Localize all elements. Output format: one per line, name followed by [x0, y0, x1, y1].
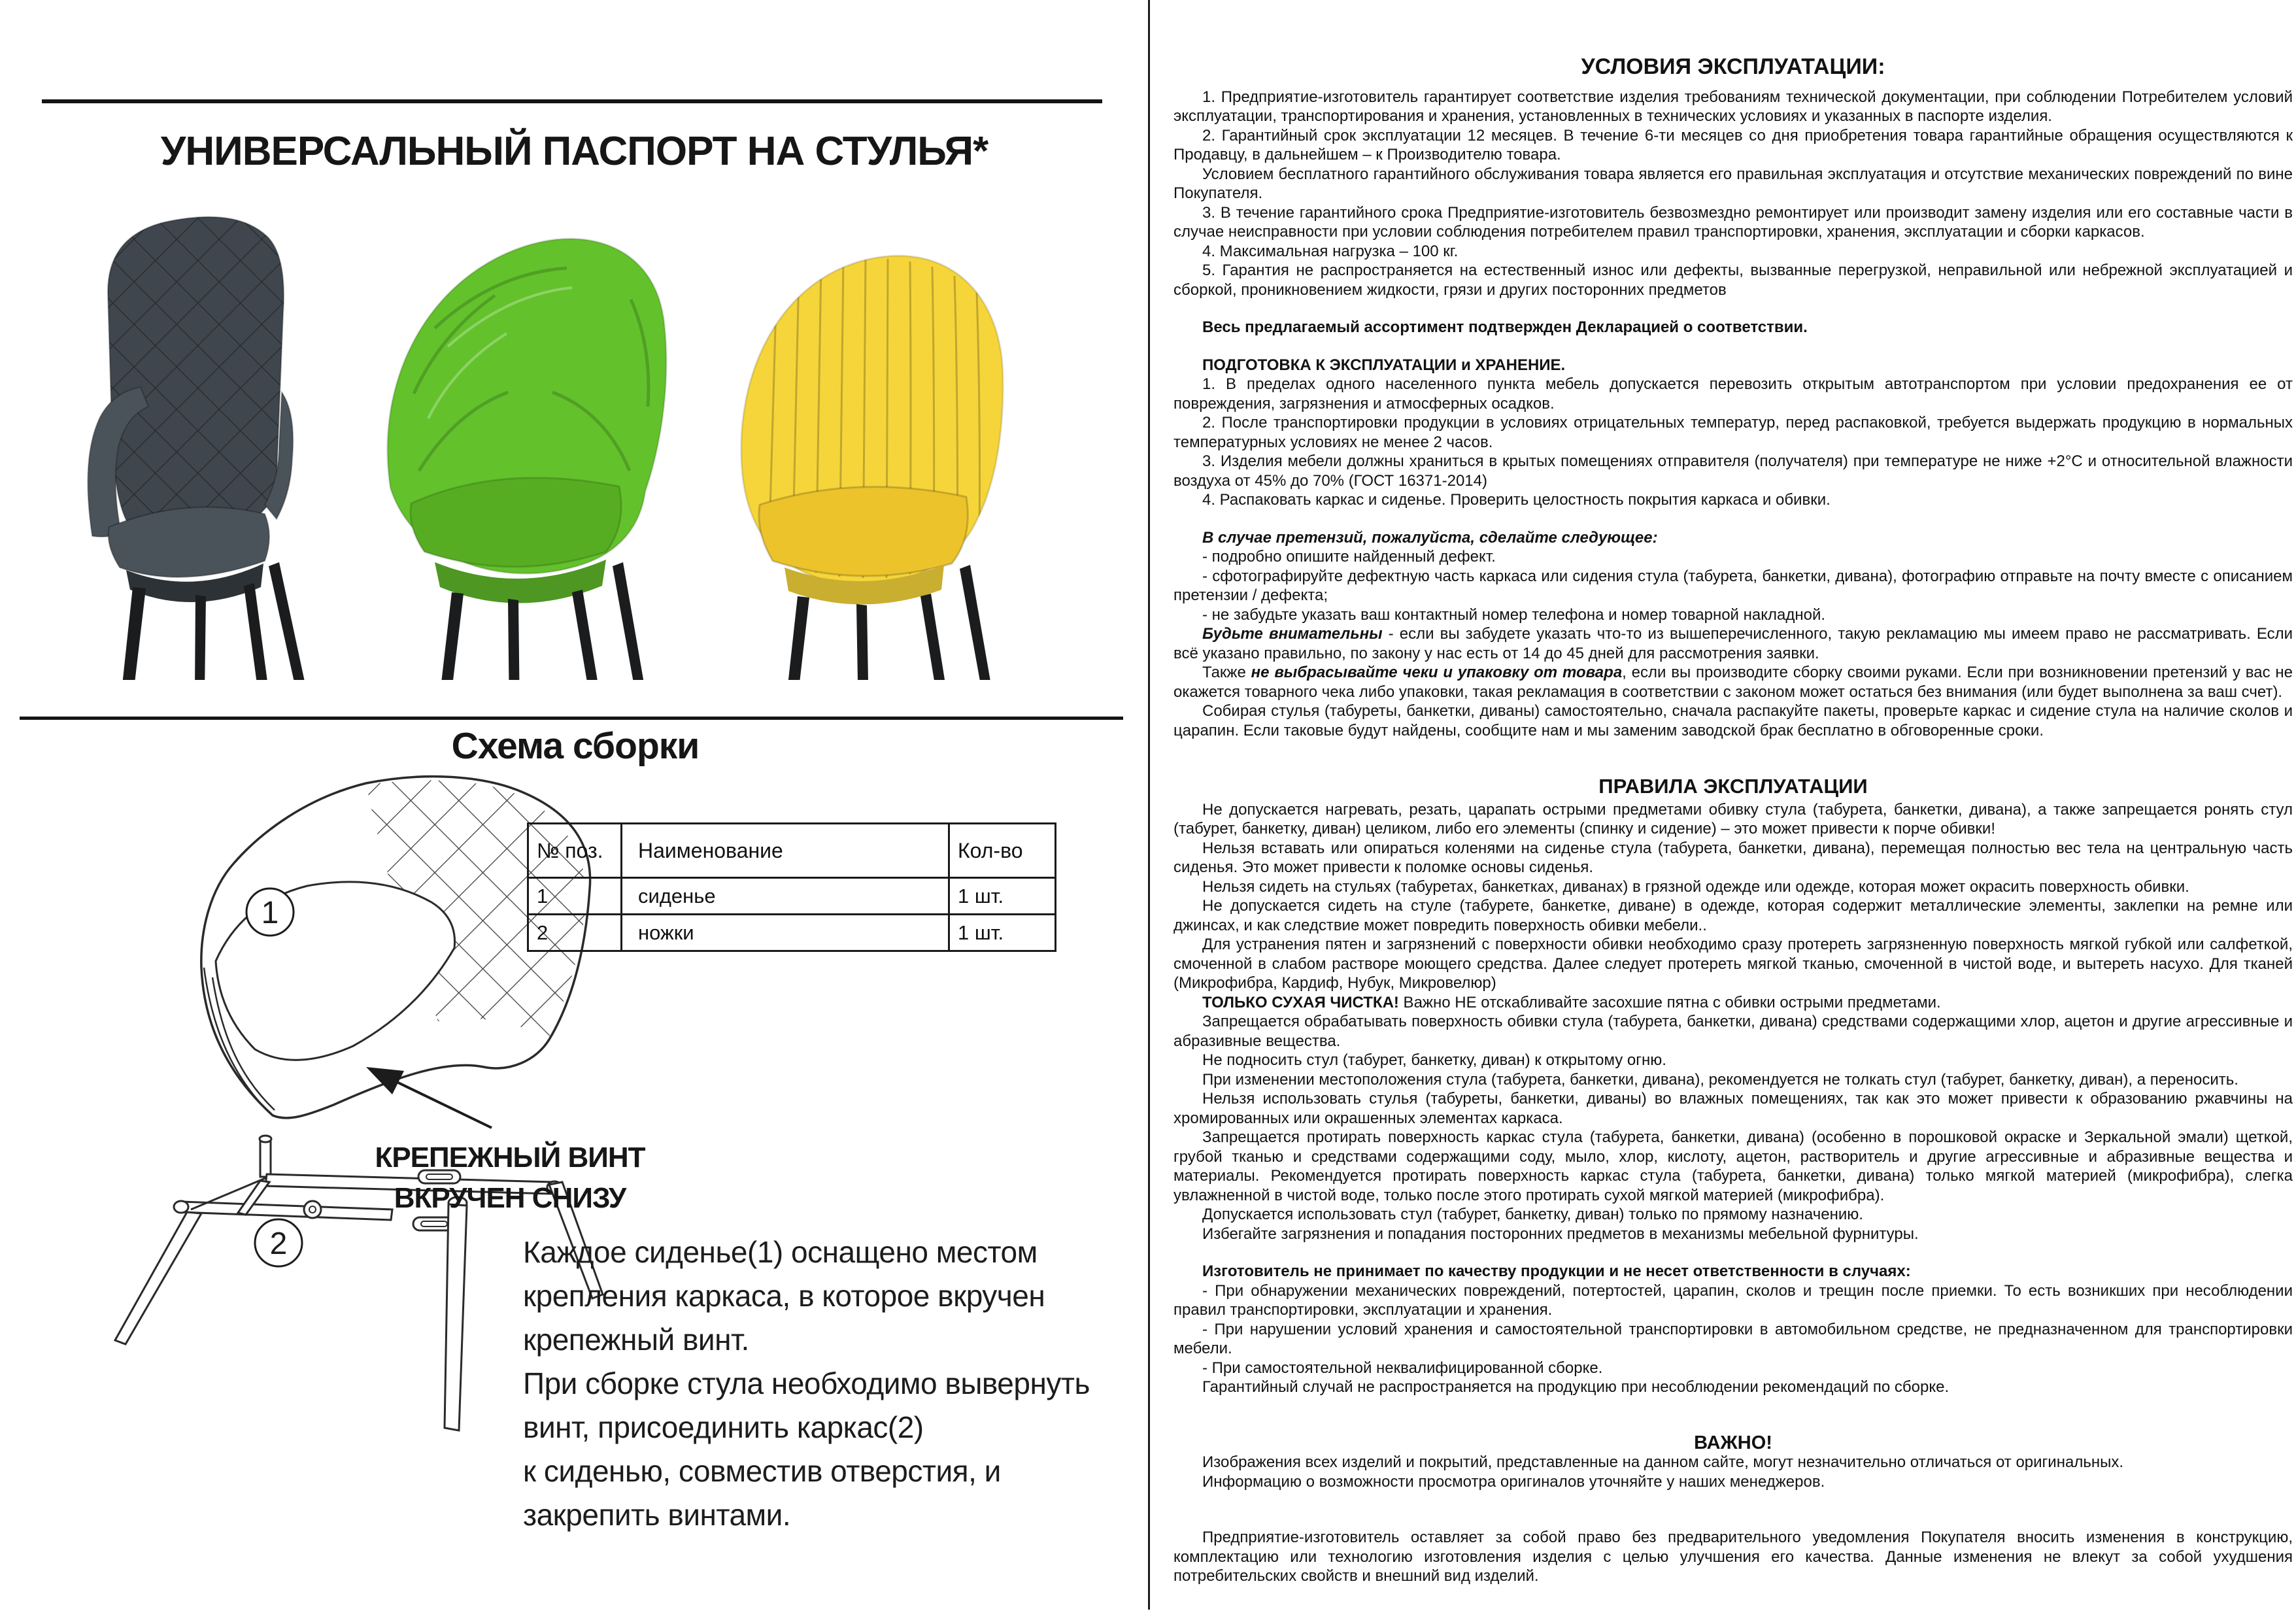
cell-quantity: 1 шт. — [949, 878, 1056, 915]
body-paragraph: 3. Изделия мебели должны храниться в крытых помещениях отправителя (получателя) при температуре не ниже +2°С и относительной влажности воздуха от 45% до 70% (ГОСТ 16371-2014) — [1173, 452, 2293, 490]
body-paragraph: Для устранения пятен и загрязнений с поверхности обивки необходимо сразу протереть загрязненную поверхность мягкой губкой или салфеткой, смоченной в слабом растворе моющего средства. Далее следует протереть мягкой тканью, смоченной в чистой воде, и вытереть насухо. Для тканей (Микрофибра, Кардиф, Нубук, Микровелюр) — [1173, 936, 2293, 992]
callout-line: ВКРУЧЕН СНИЗУ — [394, 1182, 626, 1214]
table-row — [528, 915, 1056, 951]
body-paragraph: Допускается использовать стул (табурет, банкетку, диван) только по прямому назначению. — [1202, 1206, 1863, 1223]
body-paragraph: 1. Предприятие-изготовитель гарантирует соответствие изделия требованиям технической документации, при соблюдении Потребителем условий эксплуатации, транспортирования и хранения, установленных в технических условиях и указанных в паспорте изделия. — [1173, 88, 2293, 125]
body-paragraph: ТОЛЬКО СУХАЯ ЧИСТКА! Важно НЕ отскабливайте засохшие пятна с обивки острыми предметами. — [1202, 993, 1941, 1011]
inline-emphasis: не выбрасывайте чеки и упаковку от товара — [1251, 664, 1623, 681]
section-title-preparation: ПОДГОТОВКА К ЭКСПЛУАТАЦИИ и ХРАНЕНИЕ. — [1202, 356, 1566, 374]
chair-yellow-seat-cushion — [759, 487, 968, 576]
cell-position: 2 — [528, 915, 622, 951]
note-line: При сборке стула необходимо вывернуть — [523, 1366, 1090, 1400]
note-line: винт, присоединить каркас(2) — [523, 1410, 924, 1444]
body-paragraph: 2. Гарантийный срок эксплуатации 12 месяцев. В течение 6-ти месяцев со дня приобретения товара гарантийные обращения осуществляются к Продавцу, в дальнейшем – к Производителю товара. — [1173, 126, 2293, 163]
disclaimer-list-item: - При обнаружении механических повреждений, потертостей, царапин, сколов и трещин после приемки. То есть возникших при несоблюдении правил транспортировки, эксплуатации и хранения. — [1173, 1281, 2293, 1319]
body-paragraph: Запрещается протирать поверхность каркас стула (табурета, банкетки, дивана) (особенно в порошковой окраске и Зеркальной эмали) щеткой, грубой тканью и средствами содержащими соду, мыло, хлор, кислоту, ацетон, растворитель и другие агрессивные и абразивные вещества и материалы. Рекомендуется протирать поверхность каркас стула (табурета, банкетки, дивана) только мягкой материей (микрофибра), слегка увлажненной в чистой воде, только после этого протирать сухой мягкой материей (микрофибра). — [1173, 1128, 2293, 1204]
body-paragraph: 1. В пределах одного населенного пункта мебель допускается перевозить открытым автотранспортом при условии предохранения ее от повреждения, загрязнения и атмосферных осадков. — [1173, 375, 2293, 413]
callout-line: КРЕПЕЖНЫЙ ВИНТ — [375, 1142, 645, 1174]
top-rule — [42, 99, 1102, 103]
body-paragraph: Информацию о возможности просмотра оригиналов уточняйте у наших менеджеров. — [1202, 1472, 1825, 1491]
body-paragraph: Будьте внимательны - если вы забудете указать что-то из вышеперечисленного, такую рекламацию мы имеем право не рассматривать. Если всё указано правильно, по закону у нас есть от 14 до 45 дней для рассмотрения заявки. — [1173, 625, 2293, 662]
chair-photo-yellow — [700, 203, 1033, 680]
disclaimer-list-item: - При самостоятельной неквалифицированной сборке. — [1202, 1359, 1603, 1377]
note-line: закрепить винтами. — [523, 1498, 791, 1532]
svg-text:2: 2 — [269, 1226, 288, 1261]
fixing-screw-callout — [314, 1138, 706, 1219]
chair-dark-back — [108, 217, 284, 536]
body-paragraph: 2. После транспортировки продукции в условиях отрицательных температур, перед распаковкой, требуется выдержать продукцию в нормальных температурных условиях не менее 2 часов. — [1173, 414, 2293, 451]
header-name: Наименование — [622, 824, 949, 878]
header-position: № поз. — [528, 824, 622, 878]
body-paragraph: При изменении местоположения стула (табурета, банкетки, дивана), рекомендуется не толкать стул (табурет, банкетку, диван), а переносить. — [1202, 1070, 2238, 1089]
body-paragraph: Собирая стулья (табуреты, банкетки, диваны) самостоятельно, сначала распакуйте пакеты, проверьте каркас и сидение стула на наличие сколов и царапин. Если таковые будут найдены, сообщите нам и мы заменим заводской брак бесплатно в обговоренные сроки. — [1173, 702, 2293, 739]
body-paragraph: 5. Гарантия не распространяется на естественный износ или дефекты, вызванные перегрузкой, неправильной или небрежной эксплуатацией и сборкой, проникновением жидкости, грязи и других посторонних предметов — [1173, 262, 2293, 299]
section-title-usage-rules: ПРАВИЛА ЭКСПЛУАТАЦИИ — [1598, 775, 1868, 798]
body-paragraph: Нельзя вставать или опираться коленями на сиденье стула (табурета, банкетки, дивана), перемещая полностью вес тела на центральную часть сиденья. Это может привести к поломке основы сиденья. — [1173, 839, 2293, 876]
note-line: крепежный винт. — [523, 1323, 749, 1357]
page-title: УНИВЕРСАЛЬНЫЙ ПАСПОРТ НА СТУЛЬЯ* — [160, 129, 988, 174]
inline-emphasis: Будьте внимательны — [1202, 625, 1383, 643]
claims-list-item: - не забудьте указать ваш контактный номер телефона и номер товарной накладной. — [1202, 605, 1826, 624]
note-line: Каждое сиденье(1) оснащено местом — [523, 1235, 1038, 1269]
fixing-screw-arrow — [366, 1067, 492, 1128]
body-paragraph: Предприятие-изготовитель оставляет за собой право без предварительного уведомления Покупателя вносить изменения в конструкцию, комплектацию или технологию изготовления изделия с целью улучшения его качества. Данные изменения не влекут за собой ухудшения потребительских свойств и внешний вид изделий. — [1173, 1529, 2293, 1585]
claims-list-item: - сфотографируйте дефектную часть каркаса или сидения стула (табурета, банкетки, дивана), фотографию отправьте на почту вместе с описанием претензии / дефекта; — [1173, 567, 2293, 604]
terms-column — [1173, 54, 2293, 1586]
parts-table — [527, 822, 1056, 952]
svg-text:1: 1 — [261, 896, 279, 930]
assortment-statement: Весь предлагаемый ассортимент подтвержден Декларацией о соответствии. — [1202, 318, 1808, 336]
part-number-1 — [246, 888, 294, 936]
part-number-2 — [255, 1219, 302, 1266]
body-paragraph: Не подносить стул (табурет, банкетку, диван) к открытому огню. — [1202, 1051, 1666, 1069]
claims-list-item: - подробно опишите найденный дефект. — [1202, 548, 1496, 566]
chair-photo-dark-gray — [49, 196, 337, 680]
section-title-claims: В случае претензий, пожалуйста, сделайте следующее: — [1202, 528, 1658, 547]
header-quantity: Кол-во — [949, 824, 1056, 878]
assembly-section-title: Схема сборки — [451, 725, 700, 767]
note-line: крепления каркаса, в которое вкручен — [523, 1279, 1045, 1313]
disclaimer-list-item: - При нарушении условий хранения и самостоятельной транспортировки в автомобильном средстве, не предназначенном для транспортировки мебели. — [1173, 1320, 2293, 1357]
inline-emphasis: ТОЛЬКО СУХАЯ ЧИСТКА! — [1202, 993, 1399, 1011]
note-line: к сиденью, совместив отверстия, и — [523, 1454, 1001, 1488]
section-title-usage-terms: УСЛОВИЯ ЭКСПЛУАТАЦИИ: — [1581, 54, 1885, 79]
column-divider — [1148, 0, 1150, 1610]
body-paragraph: Не допускается нагревать, резать, царапать острыми предметами обивку стула (табурета, банкетки, дивана), а также запрещается ронять стул (табурет, банкетку, диван) целиком, либо его элементы (спинку и сидение) – это может привести к порче обивки! — [1173, 800, 2293, 837]
cell-quantity: 1 шт. — [949, 915, 1056, 951]
cell-position: 1 — [528, 878, 622, 915]
body-paragraph: Нельзя использовать стулья (табуреты, банкетки, диваны) во влажных помещениях, так как это может привести к образованию ржавчины на хромированных или окрашенных элементах каркаса. — [1173, 1090, 2293, 1127]
table-row — [528, 878, 1056, 915]
parts-table-header-row — [528, 824, 1056, 878]
cell-name: сиденье — [622, 878, 949, 915]
section-title-important: ВАЖНО! — [1694, 1432, 1772, 1453]
body-paragraph: 4. Распаковать каркас и сиденье. Проверить целостность покрытия каркаса и обивки. — [1202, 491, 1831, 509]
middle-rule — [20, 717, 1123, 720]
body-paragraph: Избегайте загрязнения и попадания посторонних предметов в механизмы мебельной фурнитуры. — [1202, 1225, 1919, 1243]
body-paragraph: Запрещается обрабатывать поверхность обивки стула (табурета, банкетки, дивана) средствами содержащими хлор, ацетон и другие агрессивные и абразивные вещества. — [1173, 1013, 2293, 1050]
body-paragraph: Условием бесплатного гарантийного обслуживания товара является его правильная эксплуатация и отсутствие механических повреждений по вине Покупателя. — [1173, 165, 2293, 202]
chair-photo-green — [356, 196, 683, 680]
body-paragraph: 4. Максимальная нагрузка – 100 кг. — [1202, 242, 1459, 260]
body-paragraph: 3. В течение гарантийного срока Предприятие-изготовитель безвозмездно ремонтирует или производит замену изделия или его составные части в случае неисправности при условии соблюдения потребителем правил транспортировки, хранения, эксплуатации и сборки каркасов. — [1173, 203, 2293, 241]
assembly-note — [523, 1230, 1124, 1537]
body-paragraph: Гарантийный случай не распространяется на продукцию при несоблюдении рекомендаций по сборке. — [1202, 1378, 1950, 1396]
body-paragraph: Изображения всех изделий и покрытий, представленные на данном сайте, могут незначительно отличаться от оригинальных. — [1202, 1453, 2123, 1471]
chair-green-seat-cushion — [411, 478, 621, 567]
cell-name: ножки — [622, 915, 949, 951]
body-paragraph: Не допускается сидеть на стуле (табурете, банкетке, диване) в одежде, которая содержит металлические элементы, заклепки на ремне или джинсах, и как следствие может повредить поверхность обивки мебели.. — [1173, 897, 2293, 934]
body-paragraph: Также не выбрасывайте чеки и упаковку от товара, если вы производите сборку своими руками. Если при возникновении претензий у вас не окажется товарного чека либо упаковки, такая рекламация в соответствии с законом может остаться без внимания (или будет выполнена за ваш счет). — [1173, 664, 2293, 701]
body-paragraph: Нельзя сидеть на стульях (табуретах, банкетках, диванах) в грязной одежде или одежде, которая может окрасить поверхность обивки. — [1202, 877, 2189, 896]
section-title-manufacturer-disclaimer: Изготовитель не принимает по качеству продукции и не несет ответственности в случаях: — [1202, 1262, 1911, 1280]
